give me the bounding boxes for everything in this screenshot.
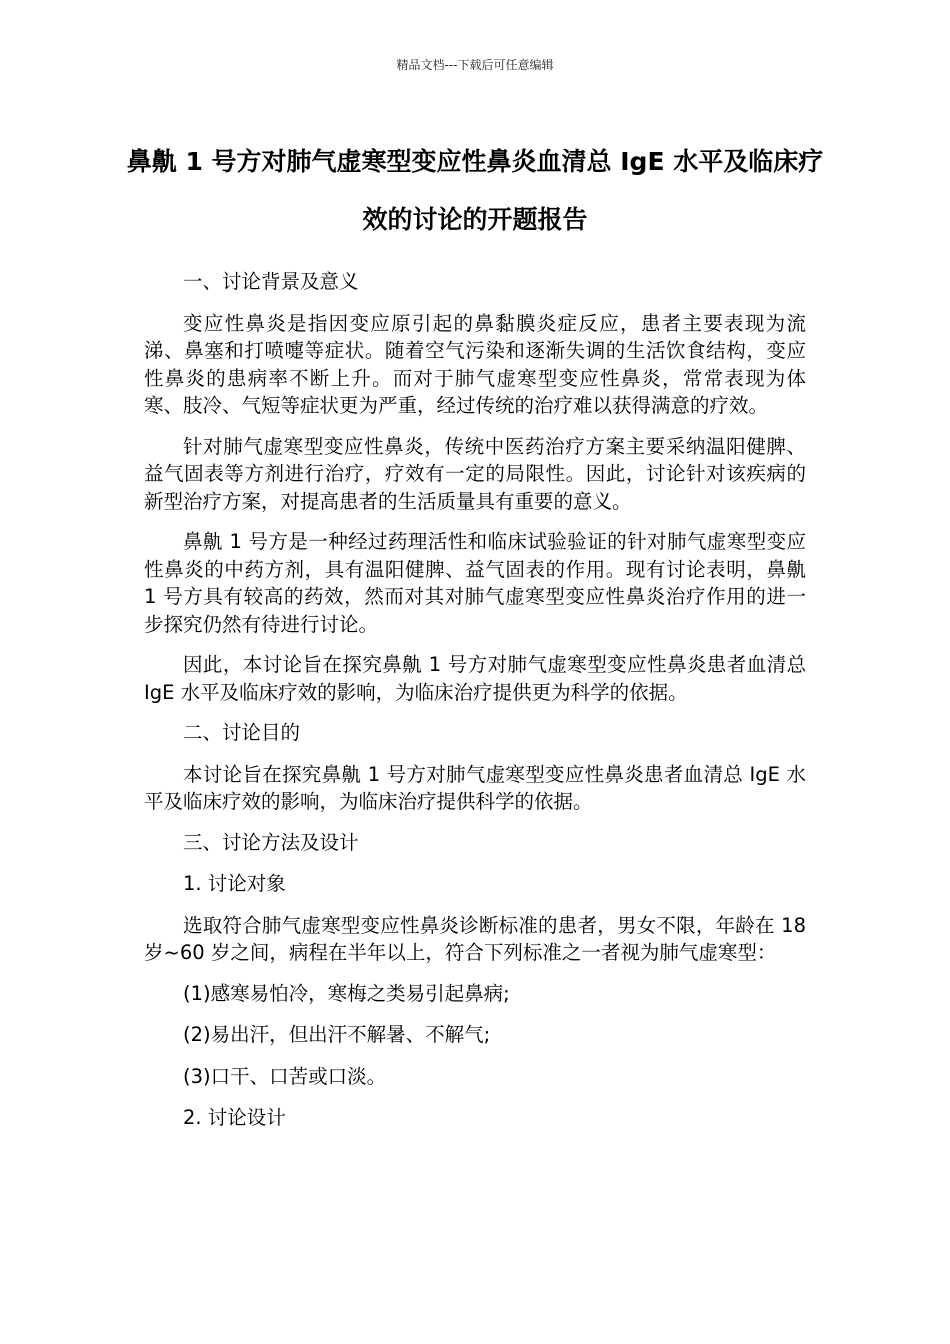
paragraph-background-4: 因此，本讨论旨在探究鼻鼽 1 号方对肺气虚寒型变应性鼻炎患者血清总 IgE 水平及临床疗效的影响，为临床治疗提供更为科学的依据。 (144, 653, 806, 704)
paragraph-background-3: 鼻鼽 1 号方是一种经过药理活性和临床试验验证的针对肺气虚寒型变应性鼻炎的中药方剂，具有温阳健脾、益气固表的作用。现有讨论表明，鼻鼽 1 号方具有较高的药效，然而对其对肺气虚寒型变应性鼻炎治疗作用的进一步探究仍然有待进行讨论。 (144, 530, 806, 636)
document-title: 鼻鼽 1 号方对肺气虚寒型变应性鼻炎血清总 IgE 水平及临床疗效的讨论的开题报告 (126, 147, 824, 234)
document-body (144, 268, 806, 1146)
subheading-design: 2. 讨论设计 (183, 1106, 286, 1129)
paragraph-purpose: 本讨论旨在探究鼻鼽 1 号方对肺气虚寒型变应性鼻炎患者血清总 IgE 水平及临床疗效的影响，为临床治疗提供科学的依据。 (144, 762, 806, 813)
paragraph-subjects: 选取符合肺气虚寒型变应性鼻炎诊断标准的患者，男女不限，年龄在 18 岁~60 岁之间，病程在半年以上，符合下列标准之一者视为肺气虚寒型： (144, 913, 806, 964)
criteria-item-2: (2)易出汗，但出汗不解暑、不解气; (183, 1023, 491, 1046)
section-heading-background: 一、讨论背景及意义 (183, 270, 359, 293)
paragraph-background-2: 针对肺气虚寒型变应性鼻炎，传统中医药治疗方案主要采纳温阳健脾、益气固表等方剂进行治疗，疗效有一定的局限性。因此，讨论针对该疾病的新型治疗方案，对提高患者的生活质量具有重要的意义。 (144, 434, 806, 513)
section-heading-methods: 三、讨论方法及设计 (183, 830, 359, 854)
header-note: 精品文档---下载后可任意编辑 (396, 58, 554, 72)
paragraph-background-1: 变应性鼻炎是指因变应原引起的鼻黏膜炎症反应，患者主要表现为流涕、鼻塞和打喷嚏等症状。随着空气污染和逐渐失调的生活饮食结构，变应性鼻炎的患病率不断上升。而对于肺气虚寒型变应性鼻炎，常常表现为体寒、肢冷、气短等症状更为严重，经过传统的治疗难以获得满意的疗效。 (144, 311, 806, 417)
criteria-item-3: (3)口干、口苦或口淡。 (183, 1064, 387, 1088)
criteria-item-1: (1)感寒易怕冷，寒梅之类易引起鼻病; (183, 981, 510, 1005)
subheading-subjects: 1. 讨论对象 (183, 872, 286, 895)
section-heading-purpose: 二、讨论目的 (183, 721, 301, 744)
